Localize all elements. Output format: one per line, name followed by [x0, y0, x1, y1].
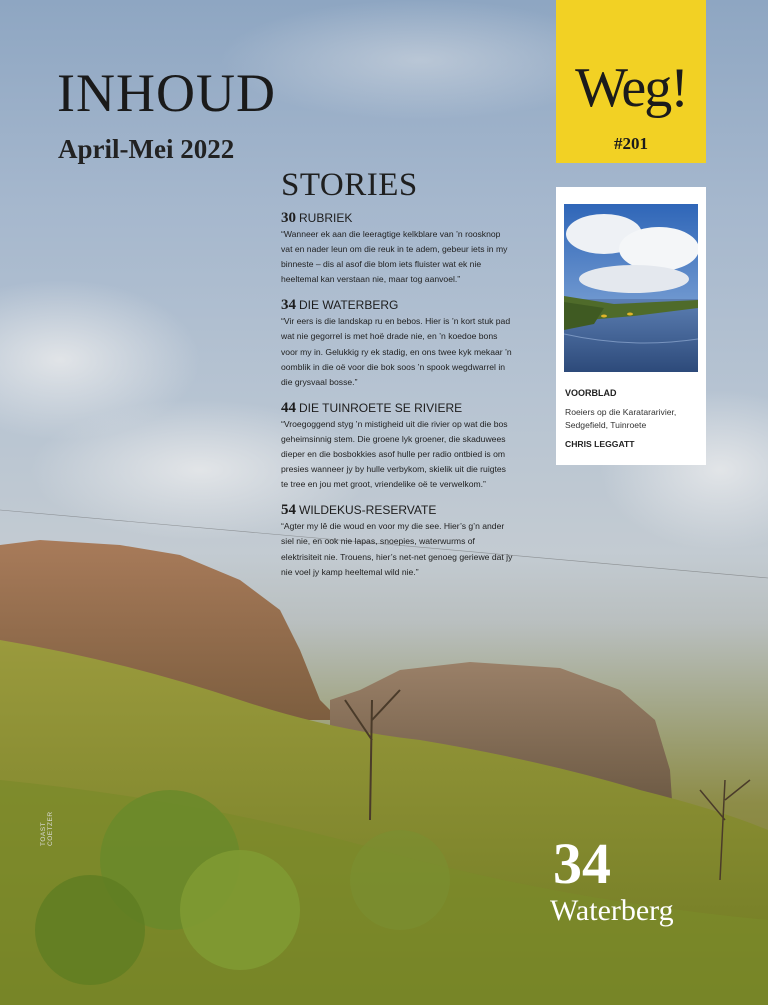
story-page-number: 30: [281, 210, 296, 226]
story-item[interactable]: [281, 401, 513, 492]
cover-photographer: CHRIS LEGGATT: [565, 439, 635, 449]
story-page-number: 54: [281, 502, 296, 519]
issue-date: April-Mei 2022: [58, 134, 235, 164]
section-heading: STORIES: [281, 167, 418, 203]
story-title: DIE TUINROETE SE RIVIERE: [299, 400, 463, 415]
story-excerpt: “Agter my lê die woud en voor my die see. Hier’s g’n ander siel nie, en ook nie lapas, snoepies, waterwurms of elektrisiteit nie. Trouens, hier’s net-net genoeg geriewe dat jy nie voel jy kamp heeltemal wild nie.”: [281, 521, 513, 577]
story-excerpt: “Wanneer ek aan die leeragtige kelkblare van ’n roosknop vat en nader leun om die reuk in te adem, gebeur iets in my binneste – dis al asof die blom iets fluister wat ek nie heeltemal kan verstaan nie, maar tog aanvoel.”: [281, 229, 508, 285]
story-title: WILDEKUS-RESERVATE: [299, 503, 437, 518]
story-heading: [281, 211, 513, 225]
story-title: DIE WATERBERG: [299, 298, 399, 313]
river-kayak-image: [564, 204, 698, 372]
photo-credit: TOAST COETZER: [40, 811, 54, 846]
cover-photo: [564, 204, 698, 372]
story-excerpt: “Vir eers is die landskap ru en bebos. Hier is ’n kort stuk pad wat nie gegorrel is met hoë drade nie, en ’n koedoe bons voor my in. Gelukkig ry ek stadig, en ons twee kyk mekaar ’n oomblik in die oë voor die bok soos ’n spook wegdwarrel in die grysvaal bosse.”: [281, 316, 512, 387]
page-title: INHOUD: [57, 63, 276, 123]
story-heading: [281, 298, 513, 312]
cover-card[interactable]: [556, 187, 706, 465]
magazine-logo-box: [556, 0, 706, 163]
story-page-number: 34: [281, 297, 296, 314]
story-heading: [281, 503, 513, 517]
feature-page-number: 34: [553, 831, 611, 896]
cover-description: Roeiers op die Karatararivier, Sedgefield, Tuinroete: [565, 407, 677, 430]
story-item[interactable]: [281, 503, 513, 579]
story-page-number: 44: [281, 399, 296, 416]
story-heading: [281, 401, 513, 415]
cover-label: VOORBLAD: [565, 388, 617, 398]
story-item[interactable]: [281, 211, 513, 287]
story-excerpt: “Vroegoggend styg ’n mistigheid uit die rivier op wat die bos geheimsinnig stem. Die groene lyk groener, die skaduwees dieper en die bosbokkies asof hulle per radio ontbied is om presies wanneer jy by hulle verbykom, skielik uit die ruigtes te tree en jou met groot, vriendelike oë te verwelkom.”: [281, 418, 508, 490]
feature-name: Waterberg: [550, 894, 674, 927]
stories-list: [281, 211, 513, 591]
issue-number: #201: [614, 134, 648, 153]
story-title: RUBRIEK: [299, 211, 353, 225]
story-item[interactable]: [281, 298, 513, 389]
magazine-logo: Weg!: [575, 57, 687, 119]
